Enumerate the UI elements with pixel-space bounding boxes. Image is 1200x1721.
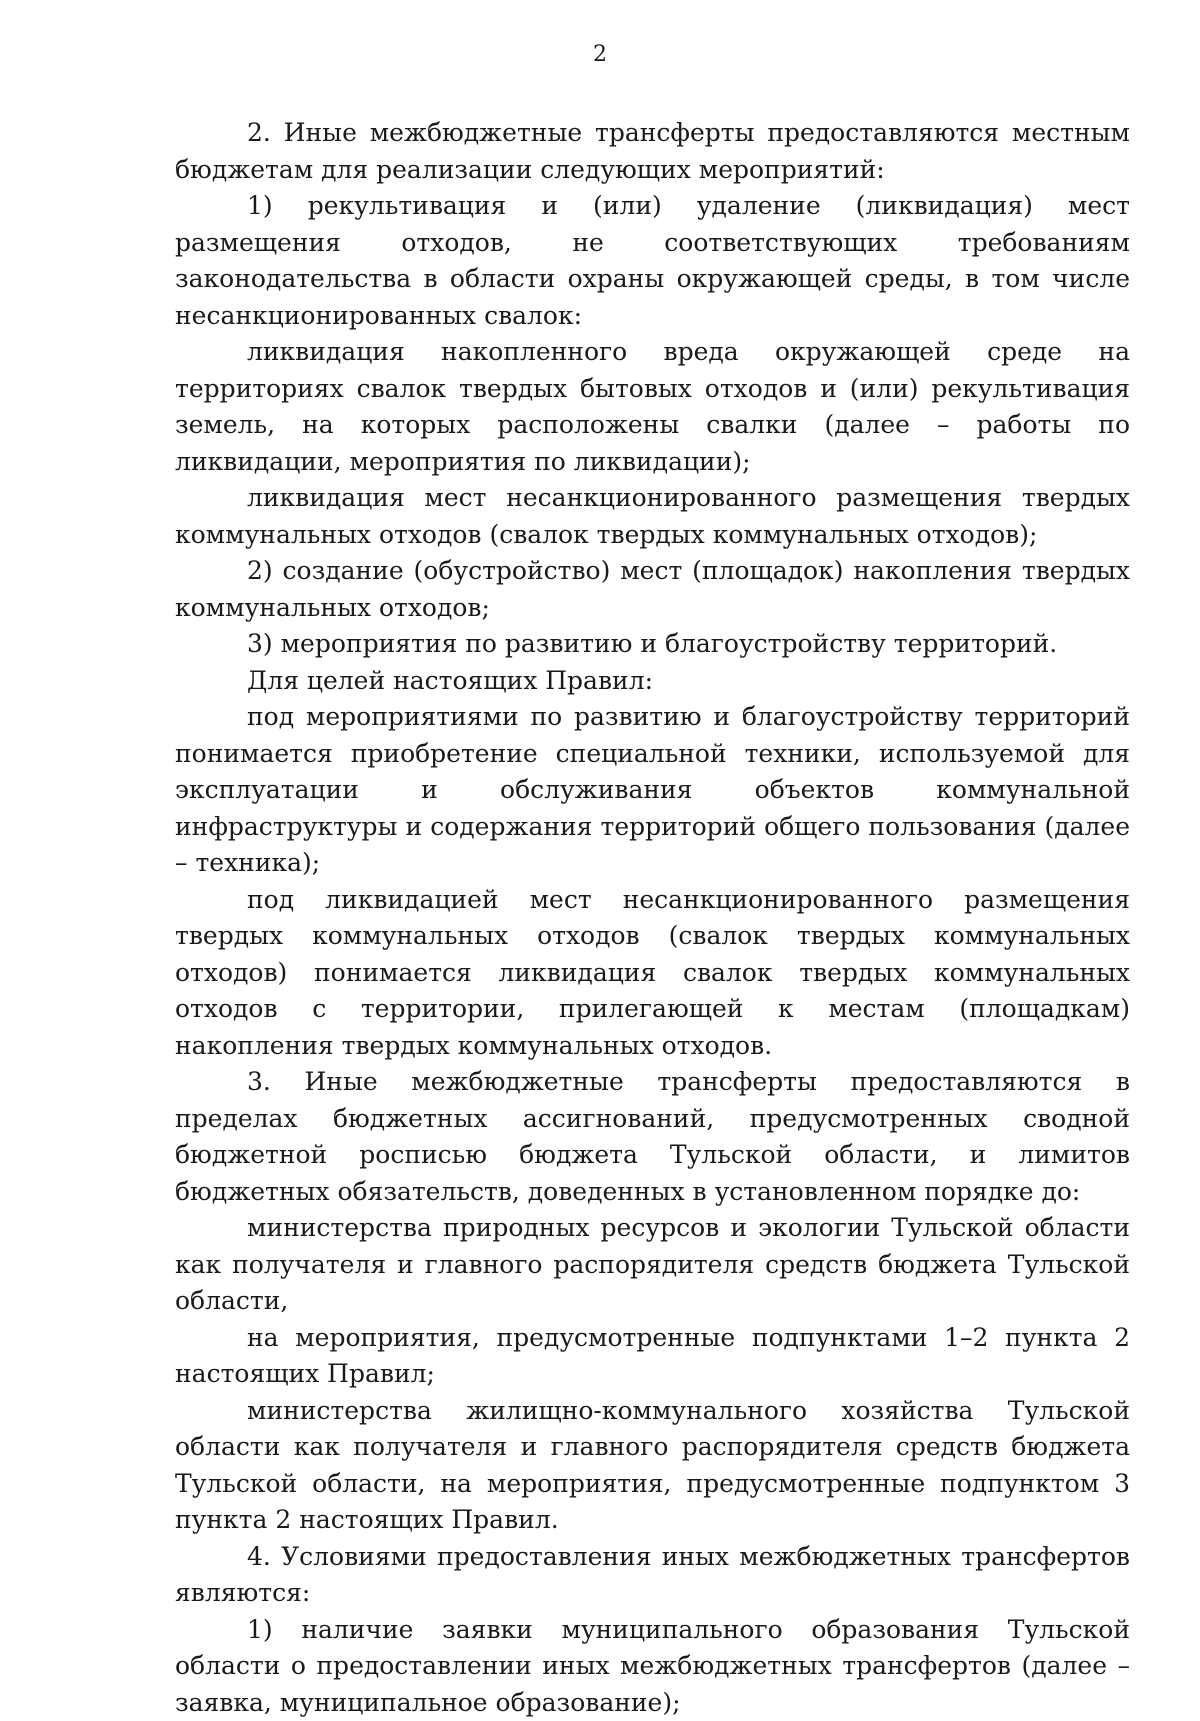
paragraph: 3. Иные межбюджетные трансферты предоставляются в пределах бюджетных ассигнований, предусмотренных сводной бюджетной росписью бюджета Тульской области, и лимитов бюджетных обязательств, доведенных в установленном порядке до: [175,1064,1130,1210]
paragraph: 2) создание (обустройство) мест (площадок) накопления твердых коммунальных отходов; [175,553,1130,626]
paragraph: 2. Иные межбюджетные трансферты предоставляются местным бюджетам для реализации следующих мероприятий: [175,115,1130,188]
paragraph: под мероприятиями по развитию и благоустройству территорий понимается приобретение специальной техники, используемой для эксплуатации и обслуживания объектов коммунальной инфраструктуры и содержания территорий общего пользования (далее – техника); [175,699,1130,882]
document-body [175,115,1130,1721]
paragraph: 1) рекультивация и (или) удаление (ликвидация) мест размещения отходов, не соответствующих требованиям законодательства в области охраны окружающей среды, в том числе несанкционированных свалок: [175,188,1130,334]
paragraph: 3) мероприятия по развитию и благоустройству территорий. [175,626,1130,663]
paragraph: ликвидация накопленного вреда окружающей среде на территориях свалок твердых бытовых отходов и (или) рекультивация земель, на которых расположены свалки (далее – работы по ликвидации, мероприятия по ликвидации); [175,334,1130,480]
page-number: 2 [0,42,1200,67]
paragraph: Для целей настоящих Правил: [175,663,1130,700]
paragraph: министерства природных ресурсов и экологии Тульской области как получателя и главного распорядителя средств бюджета Тульской области, [175,1210,1130,1320]
paragraph: на мероприятия, предусмотренные подпунктами 1–2 пункта 2 настоящих Правил; [175,1320,1130,1393]
paragraph: под ликвидацией мест несанкционированного размещения твердых коммунальных отходов (свалок твердых коммунальных отходов) понимается ликвидация свалок твердых коммунальных отходов с территории, прилегающей к местам (площадкам) накопления твердых коммунальных отходов. [175,882,1130,1065]
paragraph: ликвидация мест несанкционированного размещения твердых коммунальных отходов (свалок твердых коммунальных отходов); [175,480,1130,553]
paragraph: 4. Условиями предоставления иных межбюджетных трансфертов являются: [175,1539,1130,1612]
paragraph: министерства жилищно-коммунального хозяйства Тульской области как получателя и главного распорядителя средств бюджета Тульской области, на мероприятия, предусмотренные подпунктом 3 пункта 2 настоящих Правил. [175,1393,1130,1539]
paragraph: 1) наличие заявки муниципального образования Тульской области о предоставлении иных межбюджетных трансфертов (далее – заявка, муниципальное образование); [175,1612,1130,1721]
